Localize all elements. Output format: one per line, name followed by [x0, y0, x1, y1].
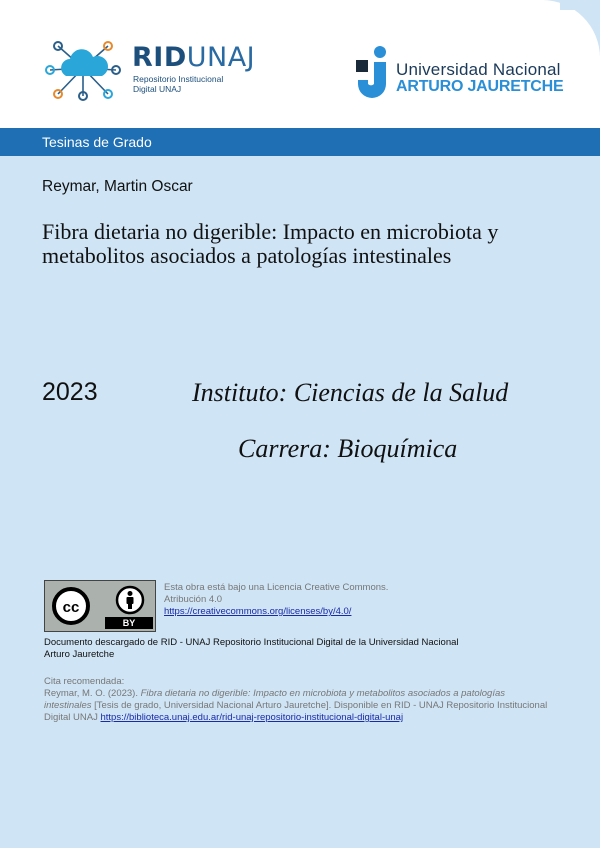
citation-heading: Cita recomendada: — [44, 676, 125, 687]
license-link[interactable]: https://creativecommons.org/licenses/by/4.0/ — [164, 606, 352, 617]
license-line1: Esta obra está bajo una Licencia Creative Commons. — [164, 582, 389, 593]
cloud-network-icon — [44, 38, 122, 102]
cc-by-license-badge — [44, 580, 156, 632]
recommended-citation — [44, 676, 554, 724]
header — [0, 0, 600, 128]
license-line2: Atribución 4.0 — [164, 594, 223, 605]
attribution-person-icon — [115, 585, 145, 615]
instituto-label: Instituto: Ciencias de la Salud — [192, 378, 509, 407]
by-label: BY — [105, 617, 153, 629]
document-title: Fibra dietaria no digerible: Impacto en microbiota y metabolitos asociados a patologías intestinales — [42, 219, 499, 268]
unaj-j-icon — [356, 46, 392, 98]
unaj-logo — [356, 46, 566, 98]
repository-link[interactable]: https://biblioteca.unaj.edu.ar/rid-unaj-repositorio-institucional-digital-unaj — [100, 712, 404, 723]
carrera-label: Carrera: Bioquímica — [238, 434, 458, 463]
creative-commons-icon — [51, 586, 91, 626]
rid-unaj-logo — [44, 38, 254, 102]
publication-year: 2023 — [42, 378, 98, 406]
unaj-name-line2: ARTURO JAURETCHE — [396, 78, 564, 95]
citation-body: Reymar, M. O. (2023). Fibra dietaria no digerible: Impacto en microbiota y metabolitos asociados a patologías intestinales [Tesis de grado, Universidad Nacional Arturo Jauretche]. Disponible en RID - UNAJ Repositorio Institucional Digital UNAJ https://biblioteca.unaj.edu.ar/rid-unaj-repositorio-institucional-digital-unaj — [44, 688, 548, 723]
author-name: Reymar, Martin Oscar — [42, 178, 193, 195]
cc-badge-text: cc — [62, 599, 80, 616]
unaj-name-line1: Universidad Nacional — [396, 60, 561, 79]
download-notice: Documento descargado de RID - UNAJ Repositorio Institucional Digital de la Universidad Nacional Arturo Jauretche — [44, 637, 459, 660]
rid-wordmark: RIDUNAJ — [132, 42, 256, 73]
rid-subtitle: Repositorio Institucional Digital UNAJ — [133, 74, 224, 94]
collection-band: Tesinas de Grado — [0, 128, 600, 156]
license-text — [164, 582, 388, 618]
